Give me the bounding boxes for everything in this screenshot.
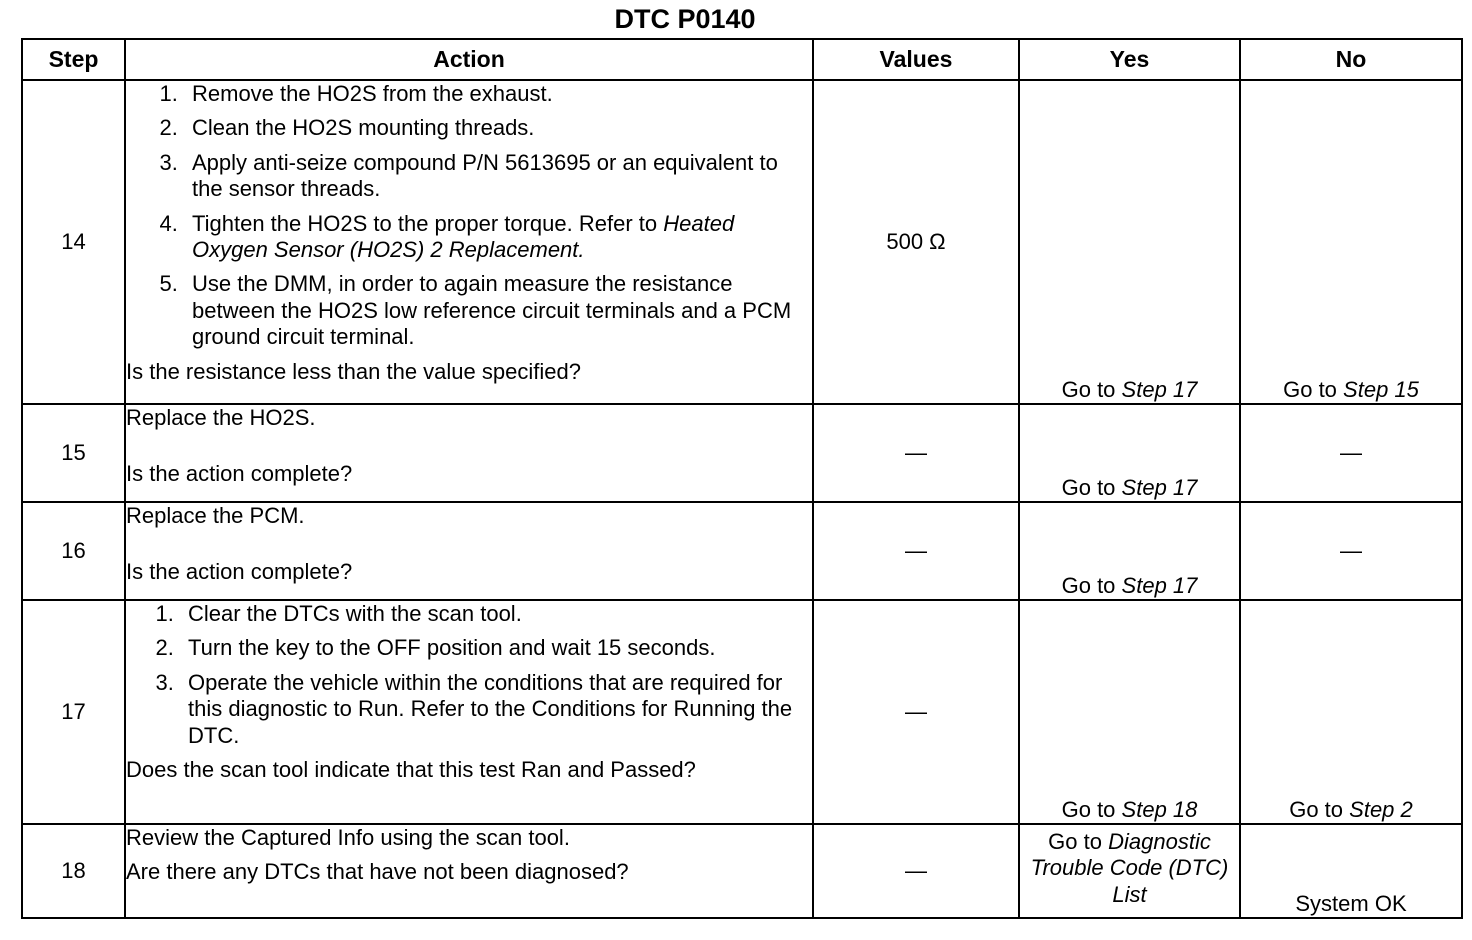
spacer: [126, 431, 812, 461]
action-cell: [125, 502, 813, 600]
no-step-link[interactable]: Step 2: [1349, 796, 1413, 822]
value-cell: —: [813, 600, 1019, 824]
action-step-text: Tighten the HO2S to the proper torque. Refer to: [192, 210, 658, 236]
action-step: 5. Use the DMM, in order to again measure the resistance between the HO2S low reference circuit terminals and a PCM ground circuit terminal.: [184, 271, 812, 350]
step-number: 18: [22, 824, 125, 918]
yes-cell: [1019, 80, 1240, 404]
yes-prefix: Go to: [1061, 474, 1116, 500]
action-cell: [125, 600, 813, 824]
no-prefix: Go to: [1283, 376, 1337, 402]
yes-cell: [1019, 824, 1240, 918]
table-row: [22, 502, 1462, 600]
action-steps-list: [126, 601, 812, 749]
step-number: 16: [22, 502, 125, 600]
dtc-table: [21, 38, 1463, 919]
table-row: [22, 404, 1462, 502]
yes-prefix: Go to: [1061, 796, 1116, 822]
no-prefix: Go to: [1289, 796, 1344, 822]
header-row: [22, 39, 1462, 80]
header-values: Values: [813, 39, 1019, 80]
action-cell: [125, 404, 813, 502]
yes-step-link[interactable]: Step 17: [1121, 572, 1198, 598]
action-cell: [125, 824, 813, 918]
no-step-link[interactable]: Step 15: [1343, 376, 1419, 402]
yes-prefix: Go to: [1048, 829, 1102, 854]
no-cell: [1240, 600, 1462, 824]
action-question: Is the action complete?: [126, 461, 353, 487]
header-step: Step: [22, 39, 125, 80]
action-question: Is the resistance less than the value specified?: [126, 358, 581, 384]
header-yes: Yes: [1019, 39, 1240, 80]
spacer: [126, 529, 812, 559]
no-cell: System OK: [1240, 824, 1462, 918]
value-cell: —: [813, 824, 1019, 918]
action-text: Replace the PCM.: [126, 503, 305, 528]
action-text: Replace the HO2S.: [126, 405, 316, 430]
yes-prefix: Go to: [1061, 572, 1116, 598]
action-step: 1. Remove the HO2S from the exhaust.: [184, 81, 812, 107]
action-step: 1. Clear the DTCs with the scan tool.: [180, 601, 812, 627]
action-step: 3. Operate the vehicle within the conditions that are required for this diagnostic to Run. Refer to the Conditions for Running the DTC.: [180, 670, 812, 749]
action-question: Does the scan tool indicate that this test Ran and Passed?: [126, 756, 696, 782]
header-no: No: [1240, 39, 1462, 80]
yes-dtc-list-link[interactable]: Diagnostic Trouble Code (DTC) List: [1030, 829, 1229, 907]
action-question: Is the action complete?: [126, 559, 353, 585]
table-row: [22, 80, 1462, 404]
yes-cell: [1019, 600, 1240, 824]
action-step: 2. Turn the key to the OFF position and wait 15 seconds.: [180, 635, 812, 661]
yes-step-link[interactable]: Step 17: [1121, 376, 1198, 402]
action-steps-list: [126, 81, 812, 351]
no-cell: —: [1240, 404, 1462, 502]
action-question: Are there any DTCs that have not been diagnosed?: [126, 859, 629, 885]
no-cell: [1240, 80, 1462, 404]
header-action: Action: [125, 39, 813, 80]
action-text: Review the Captured Info using the scan tool.: [126, 825, 570, 850]
document-title: DTC P0140: [614, 4, 756, 34]
step-number: 17: [22, 600, 125, 824]
yes-cell: [1019, 502, 1240, 600]
table-row: [22, 600, 1462, 824]
value-cell: —: [813, 502, 1019, 600]
value-cell: 500 Ω: [813, 80, 1019, 404]
yes-step-link[interactable]: Step 18: [1121, 796, 1198, 822]
action-step: 2. Clean the HO2S mounting threads.: [184, 115, 812, 141]
step-number: 14: [22, 80, 125, 404]
action-cell: [125, 80, 813, 404]
yes-prefix: Go to: [1061, 376, 1116, 402]
step-number: 15: [22, 404, 125, 502]
yes-step-link[interactable]: Step 17: [1121, 474, 1198, 500]
no-cell: —: [1240, 502, 1462, 600]
action-step: [184, 211, 812, 264]
action-step: 3. Apply anti-seize compound P/N 5613695 or an equivalent to the sensor threads.: [184, 150, 812, 203]
procedure-reference: Heated Oxygen Sensor (HO2S) 2 Replacement.: [192, 210, 735, 262]
value-cell: —: [813, 404, 1019, 502]
yes-cell: [1019, 404, 1240, 502]
table-row: [22, 824, 1462, 918]
